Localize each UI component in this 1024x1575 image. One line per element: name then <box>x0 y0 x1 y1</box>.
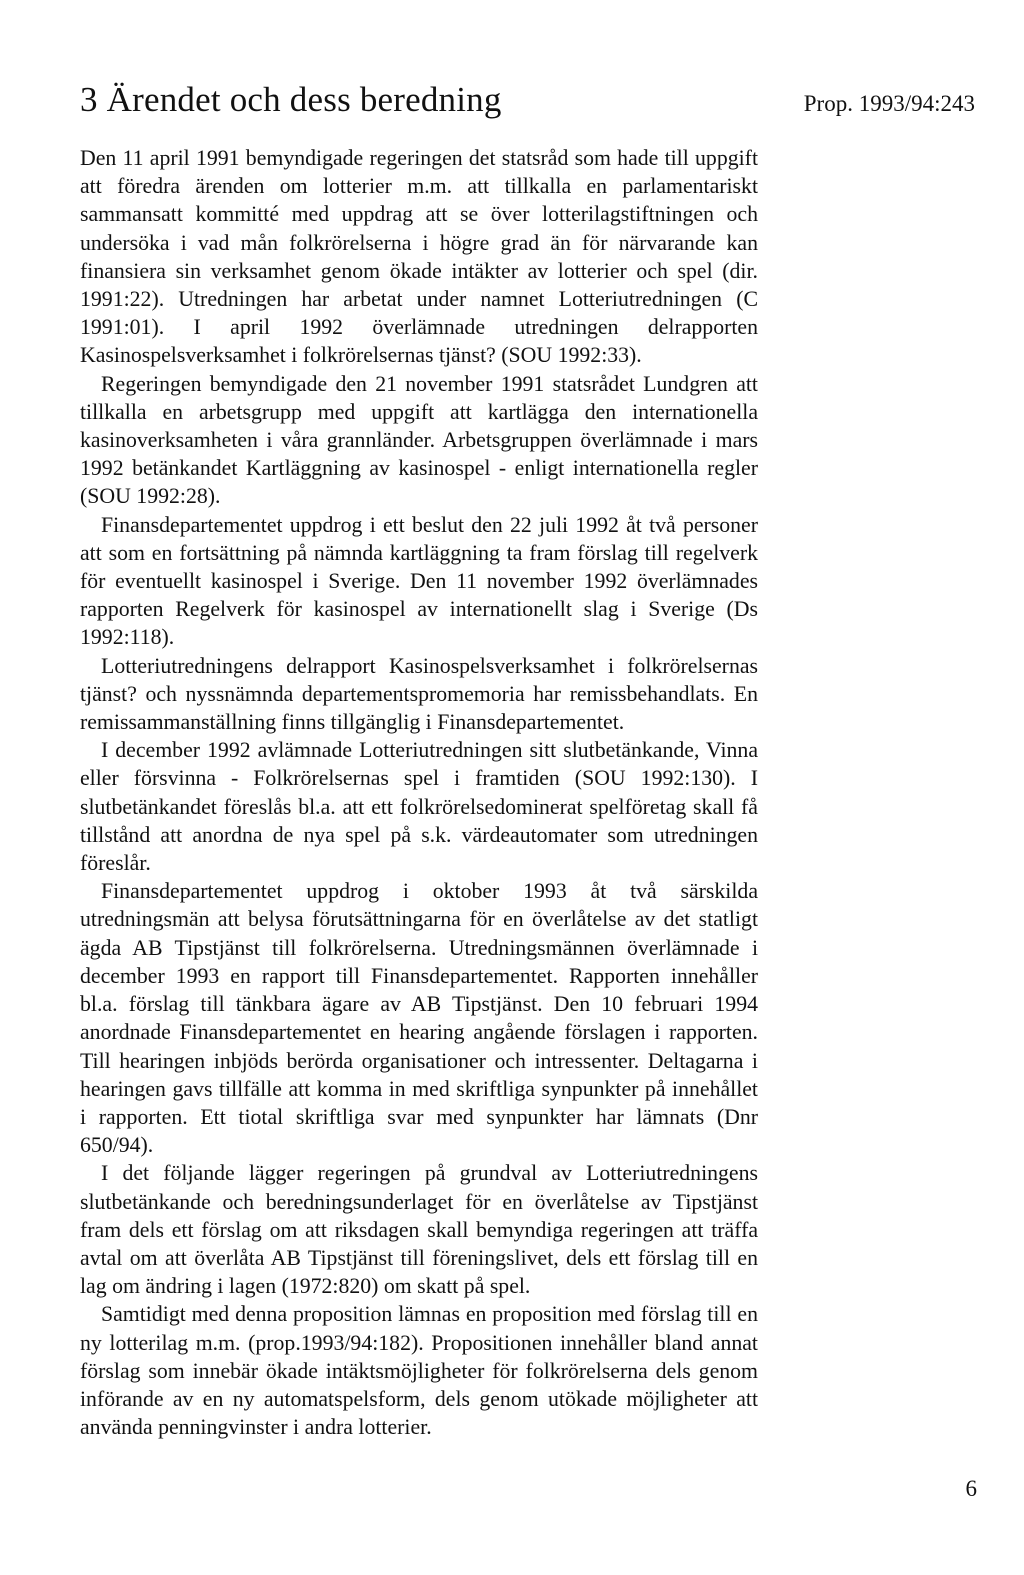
paragraph: I det följande lägger regeringen på grundval av Lotteriutredningens slutbetänkande och beredningsunderlaget för en överlåtelse av Tipstjänst fram dels ett förslag om att riksdagen skall bemyndiga regeringen att träffa avtal om att överlåta AB Tipstjänst till föreningslivet, dels ett förslag till en lag om ändring i lagen (1972:820) om skatt på spel. <box>80 1161 758 1299</box>
paragraph: Den 11 april 1991 bemyndigade regeringen det statsråd som hade till uppgift att föredra ärenden om lotterier m.m. att tillkalla en parlamentariskt sammansatt kommitté med uppdrag att se över lotterilagstiftningen och undersöka i vad mån folkrörelserna i högre grad än för närvarande kan finansiera sin verksamhet genom ökade intäkter av lotterier och spel (dir. 1991:22). Utredningen har arbetat under namnet Lotteriutredningen (C 1991:01). I april 1992 överlämnade utredningen delrapporten Kasinospelsverksamhet i folkrörelsernas tjänst? (SOU 1992:33). <box>80 146 758 368</box>
paragraph: Finansdepartementet uppdrog i ett beslut den 22 juli 1992 åt två personer att som en fortsättning på nämnda kartläggning ta fram förslag till regelverk för eventuellt kasinospel i Sverige. Den 11 november 1992 överlämnades rapporten Regelverk för kasinospel av internationellt slag i Sverige (Ds 1992:118). <box>80 512 758 650</box>
paragraph: I december 1992 avlämnade Lotteriutredningen sitt slutbetänkande, Vinna eller försvinna - Folkrörelsernas spel i framtiden (SOU 1992:130). I slutbetänkandet föreslås bl.a. att ett folkrörelsedominerat spelföretag skall få tillstånd att anordna de nya spel på s.k. värdeautomater som utredningen föreslår. <box>80 738 758 876</box>
chapter-title: 3 Ärendet och dess beredning <box>80 80 502 119</box>
proposition-reference: Prop. 1993/94:243 <box>803 91 975 116</box>
paragraph: Lotteriutredningens delrapport Kasinospelsverksamhet i folkrörelsernas tjänst? och nyssnämnda departementspromemoria har remissbehandlats. En remissammanställning finns tillgänglig i Finansdepartementet. <box>80 653 758 735</box>
page-number: 6 <box>965 1476 977 1501</box>
paragraph: Finansdepartementet uppdrog i oktober 1993 åt två särskilda utredningsmän att belysa förutsättningarna för en överlåtelse av det statligt ägda AB Tipstjänst till folkrörelserna. Utredningsmännen överlämnade i december 1993 en rapport till Finansdepartementet. Rapporten innehåller bl.a. förslag till tänkbara ägare av AB Tipstjänst. Den 10 februari 1994 anordnade Finansdepartementet en hearing angående förslagen i rapporten. Till hearingen inbjöds berörda organisationer och intressenter. Deltagarna i hearingen gavs tillfälle att komma in med skriftliga synpunkter på innehållet i rapporten. Ett tiotal skriftliga svar med synpunkter har lämnats (Dnr 650/94). <box>80 879 758 1158</box>
paragraph: Regeringen bemyndigade den 21 november 1991 statsrådet Lundgren att tillkalla en arbetsgrupp med uppgift att kartlägga den internationella kasinoverksamheten i våra grannländer. Arbetsgruppen överlämnade i mars 1992 betänkandet Kartläggning av kasinospel - enligt internationella regler (SOU 1992:28). <box>80 371 758 509</box>
page-header <box>80 78 975 128</box>
body-text <box>80 144 758 1441</box>
paragraph: Samtidigt med denna proposition lämnas en proposition med förslag till en ny lotterilag m.m. (prop.1993/94:182). Propositionen innehåller bland annat förslag som innebär ökade intäktsmöjligheter för folkrörelserna dels genom införande av en ny automatspelsform, dels genom utökade möjligheter att använda penningvinster i andra lotterier. <box>80 1302 758 1440</box>
